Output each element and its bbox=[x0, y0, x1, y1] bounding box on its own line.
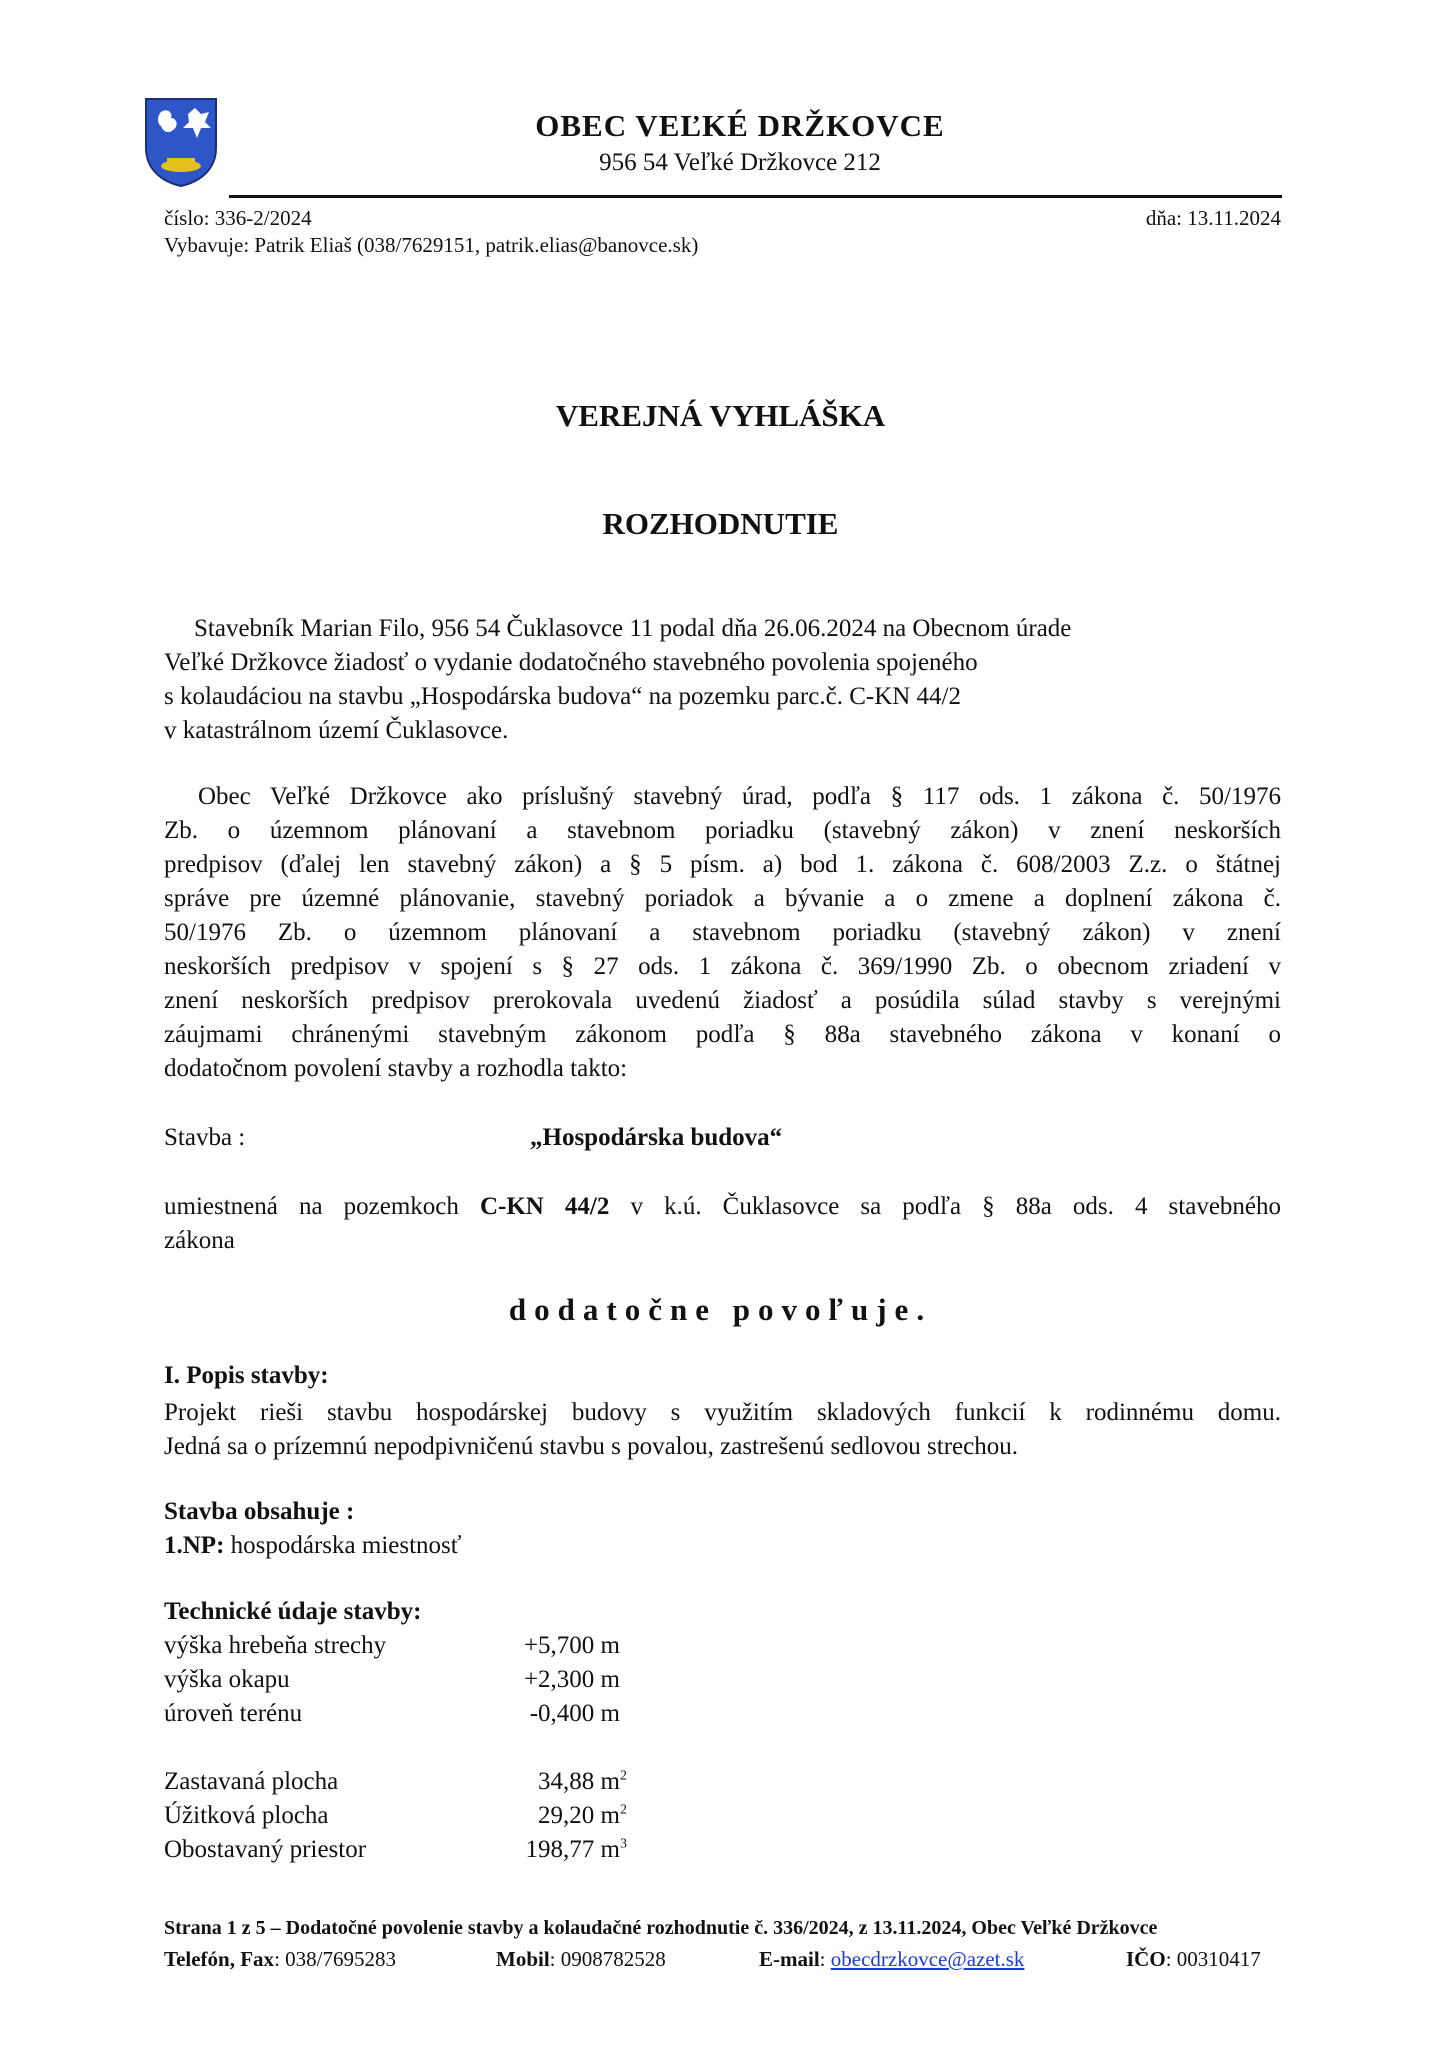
municipality-title: OBEC VEĽKÉ DRŽKOVCE bbox=[535, 108, 945, 143]
footer-ico: IČO: 00310417 bbox=[1126, 1947, 1261, 1971]
authority-paragraph bbox=[164, 780, 1281, 1086]
header-divider bbox=[229, 195, 1282, 198]
location-pre: umiestnená na pozemkoch bbox=[164, 1193, 459, 1220]
authority-line: Zb. o územnom plánovaní a stavebnom poriadku (stavebný zákon) v znení neskorších bbox=[164, 817, 1281, 844]
area-label: Zastavaná plocha bbox=[164, 1768, 339, 1795]
area-row bbox=[164, 1802, 627, 1836]
coat-of-arms-icon bbox=[143, 96, 219, 188]
technical-row bbox=[164, 1666, 620, 1700]
email-link[interactable]: obecdrzkovce@azet.sk bbox=[830, 1947, 1025, 1971]
footer-page-info: Strana 1 z 5 – Dodatočné povolenie stavby a kolaudačné rozhodnutie č. 336/2024, z 13.11.2024, Obec Veľké Držkovce bbox=[164, 1917, 1158, 1939]
description-paragraph bbox=[164, 1396, 1281, 1464]
technical-label: úroveň terénu bbox=[164, 1700, 303, 1727]
footer-contacts bbox=[164, 1947, 1281, 1973]
area-label: Obostavaný priestor bbox=[164, 1836, 367, 1863]
location-post: v k.ú. Čuklasovce sa podľa § 88a ods. 4 stavebného bbox=[630, 1193, 1282, 1220]
authority-line: dodatočnom povolení stavby a rozhodla takto: bbox=[164, 1055, 628, 1082]
authority-line: 50/1976 Zb. o územnom plánovaní a stavebnom poriadku (stavebný zákon) v znení bbox=[164, 919, 1281, 946]
authority-line: predpisov (ďalej len stavebný zákon) a § 5 písm. a) bod 1. zákona č. 608/2003 Z.z. o štátnej bbox=[164, 851, 1281, 878]
area-value: 198,77 $m^3$ bbox=[525, 1836, 627, 1863]
area-row bbox=[164, 1768, 627, 1802]
description-line: Jedná sa o prízemnú nepodpivničenú stavbu s povalou, zastrešenú sedlovou strechou. bbox=[164, 1433, 1018, 1460]
verdict-text: dodatočne povoľuje. bbox=[508, 1292, 933, 1327]
authority-line: správe pre územné plánovanie, stavebný poriadok a bývanie a o zmene a doplnení zákona č. bbox=[164, 885, 1281, 912]
intro-line: Veľké Držkovce žiadosť o vydanie dodatočného stavebného povolenia spojeného bbox=[164, 649, 978, 676]
municipality-address: 956 54 Veľké Držkovce 212 bbox=[599, 149, 881, 176]
notice-title: VEREJNÁ VYHLÁŠKA bbox=[555, 398, 886, 433]
footer-email: E-mail: obecdrzkovce@azet.sk bbox=[759, 1947, 1025, 1971]
technical-row bbox=[164, 1632, 620, 1666]
technical-label: výška hrebeňa strechy bbox=[164, 1632, 387, 1659]
technical-label: výška okapu bbox=[164, 1666, 290, 1693]
section-heading: I. Popis stavby: bbox=[164, 1362, 329, 1389]
document-date: dňa: 13.11.2024 bbox=[1145, 206, 1281, 230]
authority-line: záujmami chránenými stavebným zákonom podľa § 88a stavebného zákona v konaní o bbox=[164, 1021, 1281, 1048]
intro-line: s kolaudáciou na stavbu „Hospodárska budova“ na pozemku parc.č. C-KN 44/2 bbox=[164, 683, 961, 710]
handler-contact: Vybavuje: Patrik Eliaš (038/7629151, patrik.elias@banovce.sk) bbox=[164, 233, 699, 257]
technical-value: +2,300 m bbox=[523, 1666, 620, 1693]
technical-value: +5,700 m bbox=[523, 1632, 620, 1659]
building-name: „Hospodárska budova“ bbox=[530, 1124, 783, 1151]
intro-line: Stavebník Marian Filo, 956 54 Čuklasovce 11 podal dňa 26.06.2024 na Obecnom úrade bbox=[194, 615, 1072, 642]
area-row bbox=[164, 1836, 627, 1870]
contents-heading: Stavba obsahuje : bbox=[164, 1498, 355, 1525]
location-line-2: zákona bbox=[164, 1227, 235, 1254]
floor-value: hospodárska miestnosť bbox=[230, 1532, 462, 1559]
floor-label: 1.NP: bbox=[164, 1532, 225, 1559]
location-line bbox=[164, 1190, 1281, 1224]
footer-phone: Telefón, Fax: 038/7695283 bbox=[164, 1947, 396, 1971]
floor-item bbox=[164, 1532, 461, 1560]
footer-mobile: Mobil: 0908782528 bbox=[496, 1947, 666, 1971]
location-paragraph bbox=[164, 1190, 1281, 1258]
description-line: Projekt rieši stavbu hospodárskej budovy s využitím skladových funkcií k rodinnému domu. bbox=[164, 1399, 1281, 1426]
technical-value: -0,400 m bbox=[529, 1700, 620, 1727]
decision-title: ROZHODNUTIE bbox=[602, 506, 839, 541]
authority-line: neskorších predpisov v spojení s § 27 ods. 1 zákona č. 369/1990 Zb. o obecnom zriadení v bbox=[164, 953, 1281, 980]
area-value: 34,88 $m^2$ bbox=[538, 1768, 627, 1795]
intro-paragraph bbox=[164, 612, 1281, 748]
building-label: Stavba : bbox=[164, 1124, 246, 1151]
parcel-number: C-KN 44/2 bbox=[479, 1193, 610, 1220]
reference-number: číslo: 336-2/2024 bbox=[164, 206, 312, 230]
authority-line: znení neskorších predpisov prerokovala uvedenú žiadosť a posúdila súlad stavby s verejnými bbox=[164, 987, 1281, 1014]
authority-line: Obec Veľké Držkovce ako príslušný stavebný úrad, podľa § 117 ods. 1 zákona č. 50/1976 bbox=[198, 783, 1281, 810]
area-value: 29,20 $m^2$ bbox=[538, 1802, 627, 1829]
area-label: Úžitková plocha bbox=[164, 1802, 329, 1829]
technical-row bbox=[164, 1700, 620, 1734]
technical-heading: Technické údaje stavby: bbox=[164, 1598, 422, 1625]
intro-line: v katastrálnom území Čuklasovce. bbox=[164, 717, 509, 744]
